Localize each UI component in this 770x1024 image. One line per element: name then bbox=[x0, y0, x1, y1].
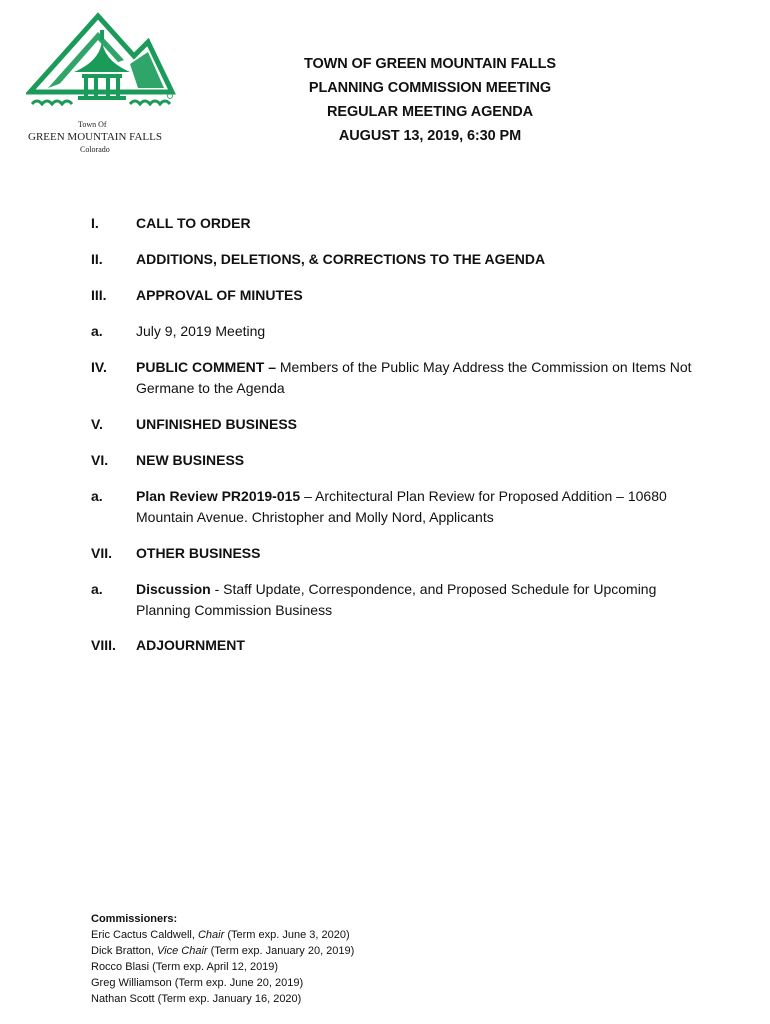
header-agenda-type: REGULAR MEETING AGENDA bbox=[327, 104, 533, 120]
item-number: IV. bbox=[91, 359, 107, 375]
item-text: July 9, 2019 Meeting bbox=[136, 323, 266, 339]
item-title: Plan Review PR2019-015 bbox=[136, 488, 301, 504]
commissioner-entry bbox=[91, 975, 354, 991]
item-title: Discussion bbox=[136, 581, 211, 597]
commissioner-role: Vice Chair bbox=[157, 945, 208, 957]
commissioner-name: Greg Williamson bbox=[91, 977, 172, 989]
commissioner-name: Eric Cactus Caldwell, bbox=[91, 929, 198, 941]
item-title: UNFINISHED BUSINESS bbox=[136, 416, 298, 432]
commissioner-name: Dick Bratton, bbox=[91, 945, 158, 957]
logo-town-of: Town Of bbox=[78, 120, 107, 129]
item-title: CALL TO ORDER bbox=[136, 215, 251, 231]
item-title: APPROVAL OF MINUTES bbox=[136, 287, 303, 303]
commissioners-heading: Commissioners: bbox=[91, 913, 178, 925]
commissioner-entry bbox=[91, 943, 354, 959]
item-number: a. bbox=[91, 581, 103, 597]
logo-state: Colorado bbox=[80, 145, 110, 154]
item-number: VIII. bbox=[91, 637, 116, 653]
item-text: - Staff Update, Correspondence, and Proposed Schedule for Upcoming Planning Commission Business bbox=[136, 581, 657, 618]
item-title: PUBLIC COMMENT – bbox=[136, 359, 276, 375]
item-number: I. bbox=[91, 215, 99, 231]
item-number: a. bbox=[91, 323, 103, 339]
header-town: TOWN OF GREEN MOUNTAIN FALLS bbox=[303, 56, 556, 72]
commissioners-list bbox=[91, 911, 354, 1007]
item-title: NEW BUSINESS bbox=[136, 452, 245, 468]
logo-town-name: GREEN MOUNTAIN FALLS bbox=[28, 131, 162, 143]
town-logo bbox=[26, 12, 178, 152]
item-number: a. bbox=[91, 488, 103, 504]
commissioner-term: (Term exp. June 3, 2020) bbox=[224, 929, 350, 941]
commissioner-role: Chair bbox=[197, 929, 225, 941]
item-number: V. bbox=[91, 416, 103, 432]
commissioner-term: (Term exp. January 16, 2020) bbox=[154, 993, 302, 1005]
header-commission: PLANNING COMMISSION MEETING bbox=[308, 80, 552, 96]
item-text: – Architectural Plan Review for Proposed Addition – 10680 Mountain Avenue. Christopher and Molly Nord, Applicants bbox=[136, 488, 667, 525]
item-title: ADDITIONS, DELETIONS, & CORRECTIONS TO THE AGENDA bbox=[136, 251, 546, 267]
commissioner-entry bbox=[91, 991, 354, 1007]
commissioner-term: (Term exp. April 12, 2019) bbox=[149, 961, 279, 973]
commissioner-term: (Term exp. January 20, 2019) bbox=[207, 945, 355, 957]
agenda-header bbox=[260, 52, 600, 148]
item-number: II. bbox=[91, 251, 103, 267]
commissioner-name: Rocco Blasi bbox=[91, 961, 150, 973]
header-date: AUGUST 13, 2019, 6:30 PM bbox=[338, 128, 522, 144]
commissioner-entry bbox=[91, 959, 354, 975]
item-title: ADJOURNMENT bbox=[136, 637, 245, 653]
item-title: OTHER BUSINESS bbox=[136, 545, 261, 561]
item-number: VII. bbox=[91, 545, 113, 561]
item-number: VI. bbox=[91, 452, 109, 468]
commissioner-name: Nathan Scott bbox=[91, 993, 155, 1005]
commissioner-entry bbox=[91, 927, 354, 943]
mountain-gazebo-logo-icon bbox=[26, 12, 178, 124]
item-text: Members of the Public May Address the Commission on Items Not Germane to the Agenda bbox=[136, 359, 692, 396]
item-number: III. bbox=[91, 287, 107, 303]
commissioner-term: (Term exp. June 20, 2019) bbox=[171, 977, 304, 989]
